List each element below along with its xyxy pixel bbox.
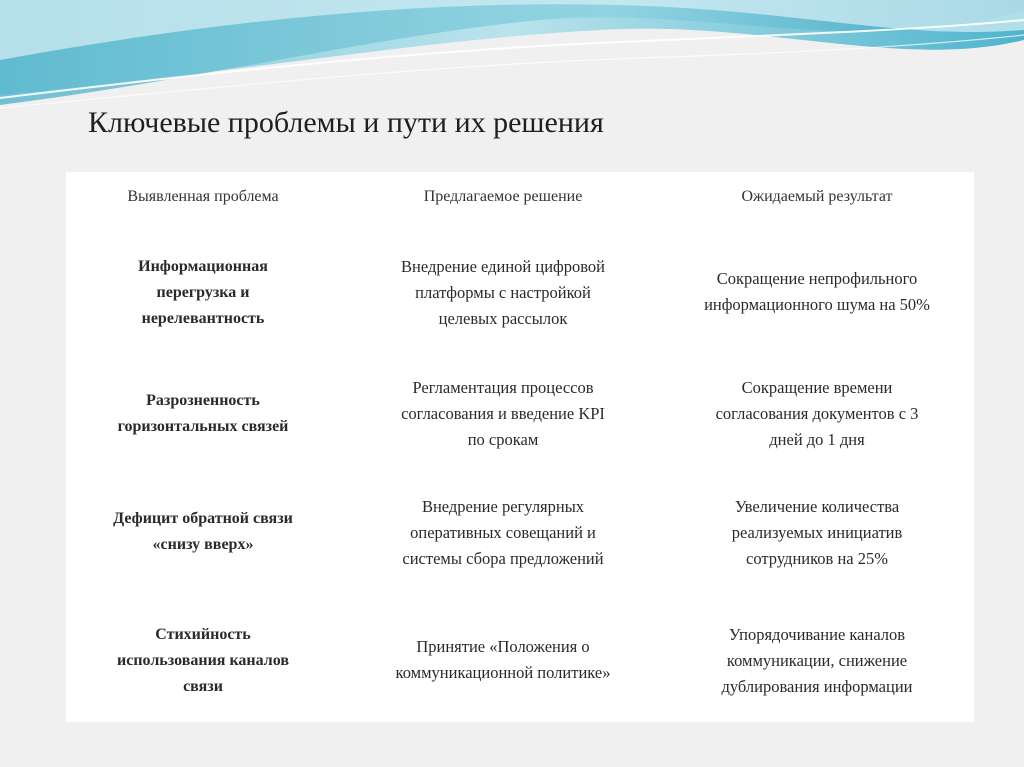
table-row-1-problem: Информационная перегрузка и нерелевантность: [138, 258, 268, 327]
table-row-1-result: Сокращение непрофильного информационного шума на 50%: [704, 269, 930, 314]
table-row-3-solution: Внедрение регулярных оперативных совещаний и системы сбора предложений: [402, 497, 604, 568]
table-row-4-result: Упорядочивание каналов коммуникации, снижение дублирования информации: [721, 625, 913, 696]
table-row-2-result: Сокращение времени согласования документов с 3 дней до 1 дня: [715, 378, 919, 449]
table-row-1-solution: Внедрение единой цифровой платформы с настройкой целевых рассылок: [401, 257, 605, 328]
table-row-2-solution: Регламентация процессов согласования и введение KPI по срокам: [401, 378, 605, 449]
column-header-problem: Выявленная проблема: [127, 188, 279, 205]
table-row-3-problem: Дефицит обратной связи «снизу вверх»: [113, 510, 293, 553]
column-header-result: Ожидаемый результат: [741, 188, 893, 205]
table-row-4-problem: Стихийность использования каналов связи: [117, 626, 289, 695]
table-row-2-problem: Разрозненность горизонтальных связей: [117, 392, 289, 435]
table-row-3-result: Увеличение количества реализуемых инициатив сотрудников на 25%: [731, 497, 903, 568]
slide-title: Ключевые проблемы и пути их решения: [88, 106, 604, 139]
column-header-solution: Предлагаемое решение: [423, 188, 583, 205]
table-row-4-solution: Принятие «Положения о коммуникационной политике»: [395, 637, 611, 682]
